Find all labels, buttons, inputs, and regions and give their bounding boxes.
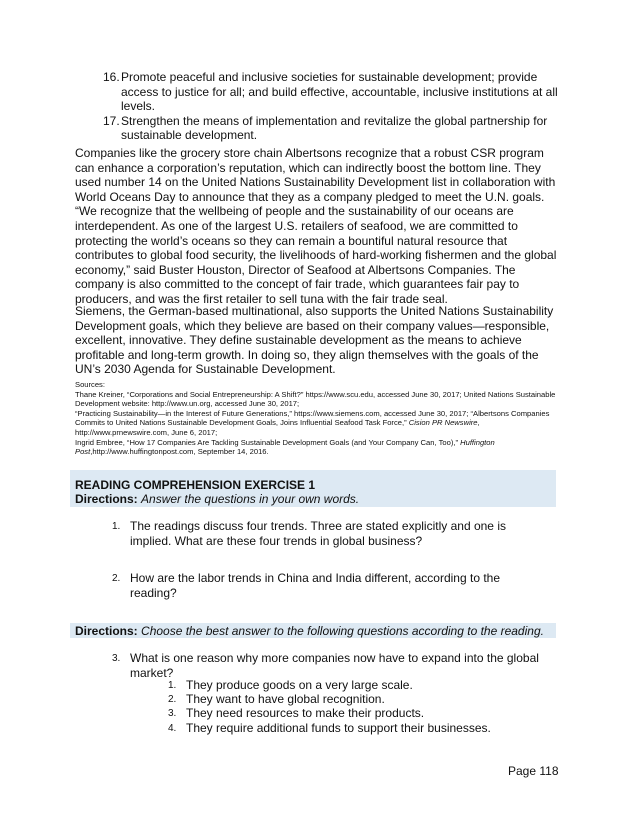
option-text: They need resources to make their products. — [186, 706, 425, 721]
option-text: They produce goods on a very large scale. — [186, 678, 413, 692]
option-number: 2. — [168, 694, 177, 706]
option-number: 1. — [168, 680, 177, 691]
page-number: Page 118 — [508, 764, 559, 778]
directions-label: Directions: — [75, 624, 138, 638]
goal-number: 17. — [103, 113, 120, 128]
source-line — [75, 438, 565, 457]
source-publication: Huffington Post — [75, 437, 495, 457]
sources-block — [75, 380, 565, 457]
directions-label: Directions: — [75, 492, 138, 506]
sources-label: Sources: — [75, 380, 105, 389]
answer-option — [168, 692, 548, 706]
source-text: , http://www.prnewswire.com, June 6, 2017; — [75, 418, 480, 437]
question-number: 2. — [112, 573, 121, 584]
directions-text: Answer the questions in your own words. — [141, 492, 360, 506]
source-line — [75, 409, 565, 438]
albertsons-paragraph: Companies like the grocery store chain Albertsons recognize that a robust CSR program can enhance a corporation’s reputation, which can indirectly boost the bottom line. They used number 14 on the United Nations Sustainability Development list in collaboration with World Oceans Day to announce that they as a company pledged to meet the U.N. goals. “We recognize that the wellbeing of people and the sustainability of our oceans are interdependent. As one of the largest U.S. retailers of seafood, we are committed to protecting the world’s oceans so they can remain a bountiful natural resource that contributes to global food security, the livelihoods of hard-working fishermen and the global economy,” said Buster Houston, Director of Seafood at Albertsons Companies. The company is also committed to the concept of fair trade, which guarantees fair pay to producers, and was the first retailer to sell tuna with the fair trade seal. — [75, 146, 557, 306]
source-text: “Practicing Sustainability—in the Interest of Future Generations,” https://www.siemens.com, accessed June 30, 2017; “Albertsons Companies Commits to United Nations Sustainable Development Goals, Joins Influential Seafood Task Force,” — [75, 408, 550, 428]
goals-list — [103, 70, 563, 143]
directions-text: Choose the best answer to the following questions according to the reading. — [141, 624, 544, 638]
question-text: How are the labor trends in China and India different, according to the reading? — [130, 571, 501, 600]
question-number: 1. — [112, 521, 121, 532]
question-text: The readings discuss four trends. Three are stated explicitly and one is implied. What are these four trends in global business? — [130, 519, 506, 548]
directions-1 — [75, 492, 359, 506]
source-text: ,http://www.huffingtonpost.com, September 14, 2016. — [90, 447, 269, 457]
option-text: They require additional funds to support their businesses. — [186, 720, 491, 735]
question-text: What is one reason why more companies now have to expand into the global market? — [130, 651, 539, 680]
answer-options — [168, 678, 548, 735]
answer-option — [168, 706, 548, 720]
source-publication: Cision PR Newswire — [408, 418, 478, 428]
answer-option — [168, 721, 548, 735]
exercise-title: READING COMPREHENSION EXERCISE 1 — [75, 478, 316, 492]
goal-number: 16. — [103, 70, 120, 84]
directions-2 — [75, 624, 544, 638]
option-text: They want to have global recognition. — [186, 692, 385, 707]
goal-item-16 — [103, 70, 563, 114]
option-number: 4. — [168, 722, 177, 734]
option-number: 3. — [168, 708, 177, 720]
goal-text: Promote peaceful and inclusive societies for sustainable development; provide access to justice for all; and build effective, accountable, inclusive institutions at all levels. — [121, 70, 558, 113]
source-line: Thane Kreiner, “Corporations and Social Entrepreneurship: A Shift?” https://www.scu.edu, accessed June 30, 2017; United Nations Sustainable Development website: http://www.un.org, accessed June 30, 2017; — [75, 389, 556, 409]
question-number: 3. — [112, 653, 121, 664]
goal-item-17 — [103, 114, 563, 143]
source-text: Ingrid Embree, “How 17 Companies Are Tackling Sustainable Development Goals (and Your Company Can, Too),” — [75, 437, 461, 447]
answer-option — [168, 678, 548, 692]
goal-text: Strengthen the means of implementation and revitalize the global partnership for sustainable development. — [121, 113, 548, 142]
siemens-paragraph: Siemens, the German-based multinational, also supports the United Nations Sustainability Development goals, which they believe are based on their company values—responsible, excellent, innovative. They define sustainable development as the means to achieve profitable and long-term growth. In doing so, they align themselves with the goals of the UN’s 2030 Agenda for Sustainable Development. — [75, 304, 554, 377]
